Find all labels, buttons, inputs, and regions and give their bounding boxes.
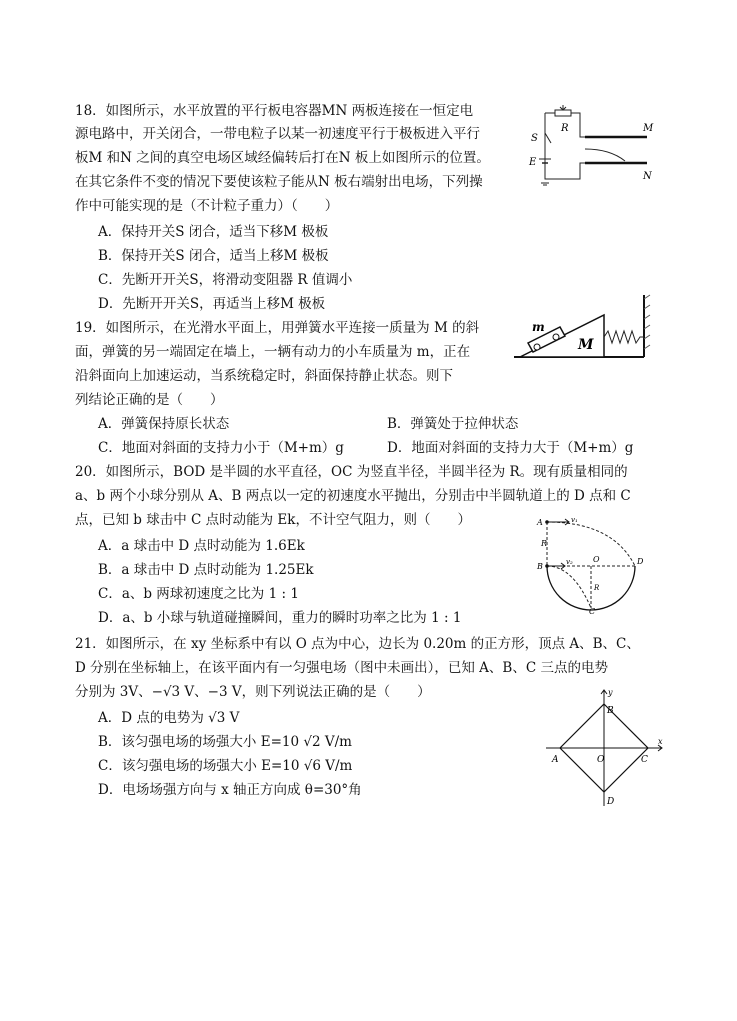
q19-incline-spring-figure: [512, 293, 652, 365]
q21-label-o: O: [597, 755, 605, 765]
q20-label-a: A: [537, 518, 543, 527]
q18-stem-line-4: 在其它条件不变的情况下要使该粒子能从N 板右端射出电场，下列操: [75, 174, 483, 190]
q18-label-s: S: [531, 133, 538, 144]
q19-option-b: B．弹簧处于拉伸状态: [387, 416, 519, 432]
q19-option-c: C．地面对斜面的支持力小于（M+m）g: [98, 440, 344, 456]
q20-label-r-radius: R: [594, 584, 600, 592]
q18-label-m: M: [643, 123, 654, 134]
q20-semicircle-projectile-figure: [533, 514, 651, 614]
q18-option-d: D．先断开开关S，再适当上移M 极板: [98, 296, 326, 312]
q18-capacitor-circuit-figure: [525, 103, 660, 188]
q20-stem-line-3: 点，已知 b 球击中 C 点时动能为 Ek，不计空气阻力，则（ ）: [75, 512, 471, 528]
q18-label-r: R: [561, 123, 569, 134]
q18-stem-line-1: 18．如图所示，水平放置的平行板电容器MN 两板连接在一恒定电: [75, 103, 474, 119]
q18-option-a: A．保持开关S 闭合，适当下移M 极板: [98, 224, 329, 240]
q21-option-a: A．D 点的电势为 √3 V: [98, 710, 240, 726]
q20-option-b: B．a 球击中 D 点时动能为 1.25Ek: [98, 562, 314, 578]
q21-stem-line-1: 21．如图所示，在 xy 坐标系中有以 O 点为中心，边长为 0.20m 的正方形，顶点 A、B、C、: [75, 636, 640, 652]
q20-label-c: C: [589, 607, 596, 614]
q21-square-coordinate-figure: [542, 686, 670, 810]
q19-label-big-m: M: [578, 337, 594, 353]
q20-option-c: C．a、b 两球初速度之比为 1 : 1: [98, 586, 299, 602]
q20-label-b: B: [537, 562, 543, 571]
q21-label-y: y: [608, 688, 613, 697]
q19-label-small-m: m: [532, 320, 545, 334]
q18-label-e: E: [529, 157, 537, 168]
q18-label-n: N: [643, 171, 652, 182]
q21-label-d: D: [607, 797, 615, 807]
q20-stem-line-1: 20．如图所示，BOD 是半圆的水平直径，OC 为竖直半径，半圆半径为 R。现有质量相同的: [75, 464, 628, 480]
q21-option-b: B．该匀强电场的场强大小 E=10 √2 V/m: [98, 734, 352, 750]
q20-label-v2: v₂: [566, 558, 573, 566]
q20-label-v1: v₁: [571, 516, 578, 524]
q21-label-a: A: [552, 755, 559, 765]
q18-stem-line-3: 板M 和N 之间的真空电场区域经偏转后打在N 板上如图所示的位置。: [75, 150, 490, 166]
q20-option-d: D．a、b 小球与轨道碰撞瞬间，重力的瞬时功率之比为 1 : 1: [98, 610, 462, 626]
q18-stem-line-5: 作中可能实现的是（不计粒子重力）（ ）: [75, 198, 339, 214]
q20-label-d: D: [637, 557, 644, 566]
q18-option-b: B．保持开关S 闭合，适当上移M 极板: [98, 248, 329, 264]
q20-label-r-vertical: R: [541, 539, 548, 548]
q21-option-d: D．电场场强方向与 x 轴正方向成 θ=30°角: [98, 782, 362, 798]
q21-label-x: x: [658, 737, 663, 746]
q19-stem-line-2: 面，弹簧的另一端固定在墙上，一辆有动力的小车质量为 m，正在: [75, 344, 471, 360]
q21-label-b: B: [607, 706, 614, 716]
q19-stem-line-4: 列结论正确的是（ ）: [75, 392, 224, 408]
q21-stem-line-2: D 分别在坐标轴上，在该平面内有一匀强电场（图中未画出），已知 A、B、C 三点的电势: [75, 660, 608, 676]
q19-option-d: D．地面对斜面的支持力大于（M+m）g: [387, 440, 634, 456]
q20-option-a: A．a 球击中 D 点时动能为 1.6Ek: [98, 538, 305, 554]
q18-option-c: C．先断开开关S，将滑动变阻器 R 值调小: [98, 272, 353, 288]
q19-stem-line-3: 沿斜面向上加速运动，当系统稳定时，斜面保持静止状态。则下: [75, 368, 453, 384]
q21-label-c: C: [641, 755, 648, 765]
q19-stem-line-1: 19．如图所示，在光滑水平面上，用弹簧水平连接一质量为 M 的斜: [75, 320, 480, 336]
q18-stem-line-2: 源电路中，开关闭合，一带电粒子以某一初速度平行于极板进入平行: [75, 126, 480, 142]
q21-stem-line-3: 分别为 3V、−√3 V、−3 V，则下列说法正确的是（ ）: [75, 684, 431, 700]
q21-option-c: C．该匀强电场的场强大小 E=10 √6 V/m: [98, 758, 353, 774]
q20-label-o: O: [593, 555, 600, 564]
q20-stem-line-2: a、b 两个小球分别从 A、B 两点以一定的初速度水平抛出，分别击中半圆轨道上的 D 点和 C: [75, 488, 631, 504]
q19-option-a: A．弹簧保持原长状态: [98, 416, 230, 432]
